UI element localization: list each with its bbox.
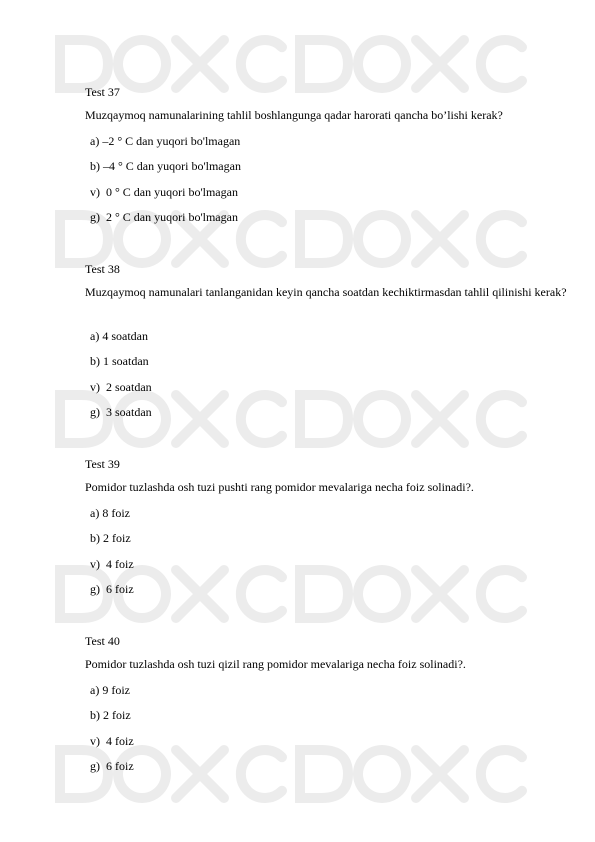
test-title: Test 38 <box>85 262 120 276</box>
test-39 <box>85 457 580 596</box>
option-g: g) 6 foiz <box>90 581 134 596</box>
test-title: Test 40 <box>85 634 120 648</box>
answer-options <box>90 329 152 430</box>
option-b: b) 2 foiz <box>90 708 131 723</box>
question-text: Muzqaymoq namunalari tanlanganidan keyin qancha soatdan kechiktirmasdan tahlil qilinishi kerak? <box>85 285 567 299</box>
option-a: a) –2 ° C dan yuqori bo'lmagan <box>90 134 241 148</box>
option-v: v) 4 foiz <box>90 556 134 571</box>
option-a: a) 8 foiz <box>90 506 130 520</box>
option-v: v) 4 foiz <box>90 733 134 748</box>
option-b: b) –4 ° C dan yuqori bo'lmagan <box>90 159 241 174</box>
question-text: Muzqaymoq namunalarining tahlil boshlangunga qadar harorati qancha bo’lishi kerak? <box>85 108 503 122</box>
test-title: Test 37 <box>85 85 120 99</box>
test-37 <box>85 85 580 224</box>
option-a: a) 4 soatdan <box>90 329 148 343</box>
question-text: Pomidor tuzlashda osh tuzi qizil rang pomidor mevalariga necha foiz solinadi?. <box>85 657 466 671</box>
option-g: g) 2 ° C dan yuqori bo'lmagan <box>90 209 238 224</box>
test-40 <box>85 634 580 773</box>
option-b: b) 1 soatdan <box>90 354 149 369</box>
option-g: g) 3 soatdan <box>90 404 152 419</box>
answer-options <box>90 683 134 784</box>
option-v: v) 2 soatdan <box>90 379 152 394</box>
question-text: Pomidor tuzlashda osh tuzi pushti rang pomidor mevalariga necha foiz solinadi?. <box>85 480 474 494</box>
option-b: b) 2 foiz <box>90 531 131 546</box>
option-g: g) 6 foiz <box>90 758 134 773</box>
option-a: a) 9 foiz <box>90 683 130 697</box>
test-38 <box>85 262 580 419</box>
test-title: Test 39 <box>85 457 120 471</box>
answer-options <box>90 134 241 235</box>
option-v: v) 0 ° C dan yuqori bo'lmagan <box>90 184 238 199</box>
answer-options <box>90 506 134 607</box>
